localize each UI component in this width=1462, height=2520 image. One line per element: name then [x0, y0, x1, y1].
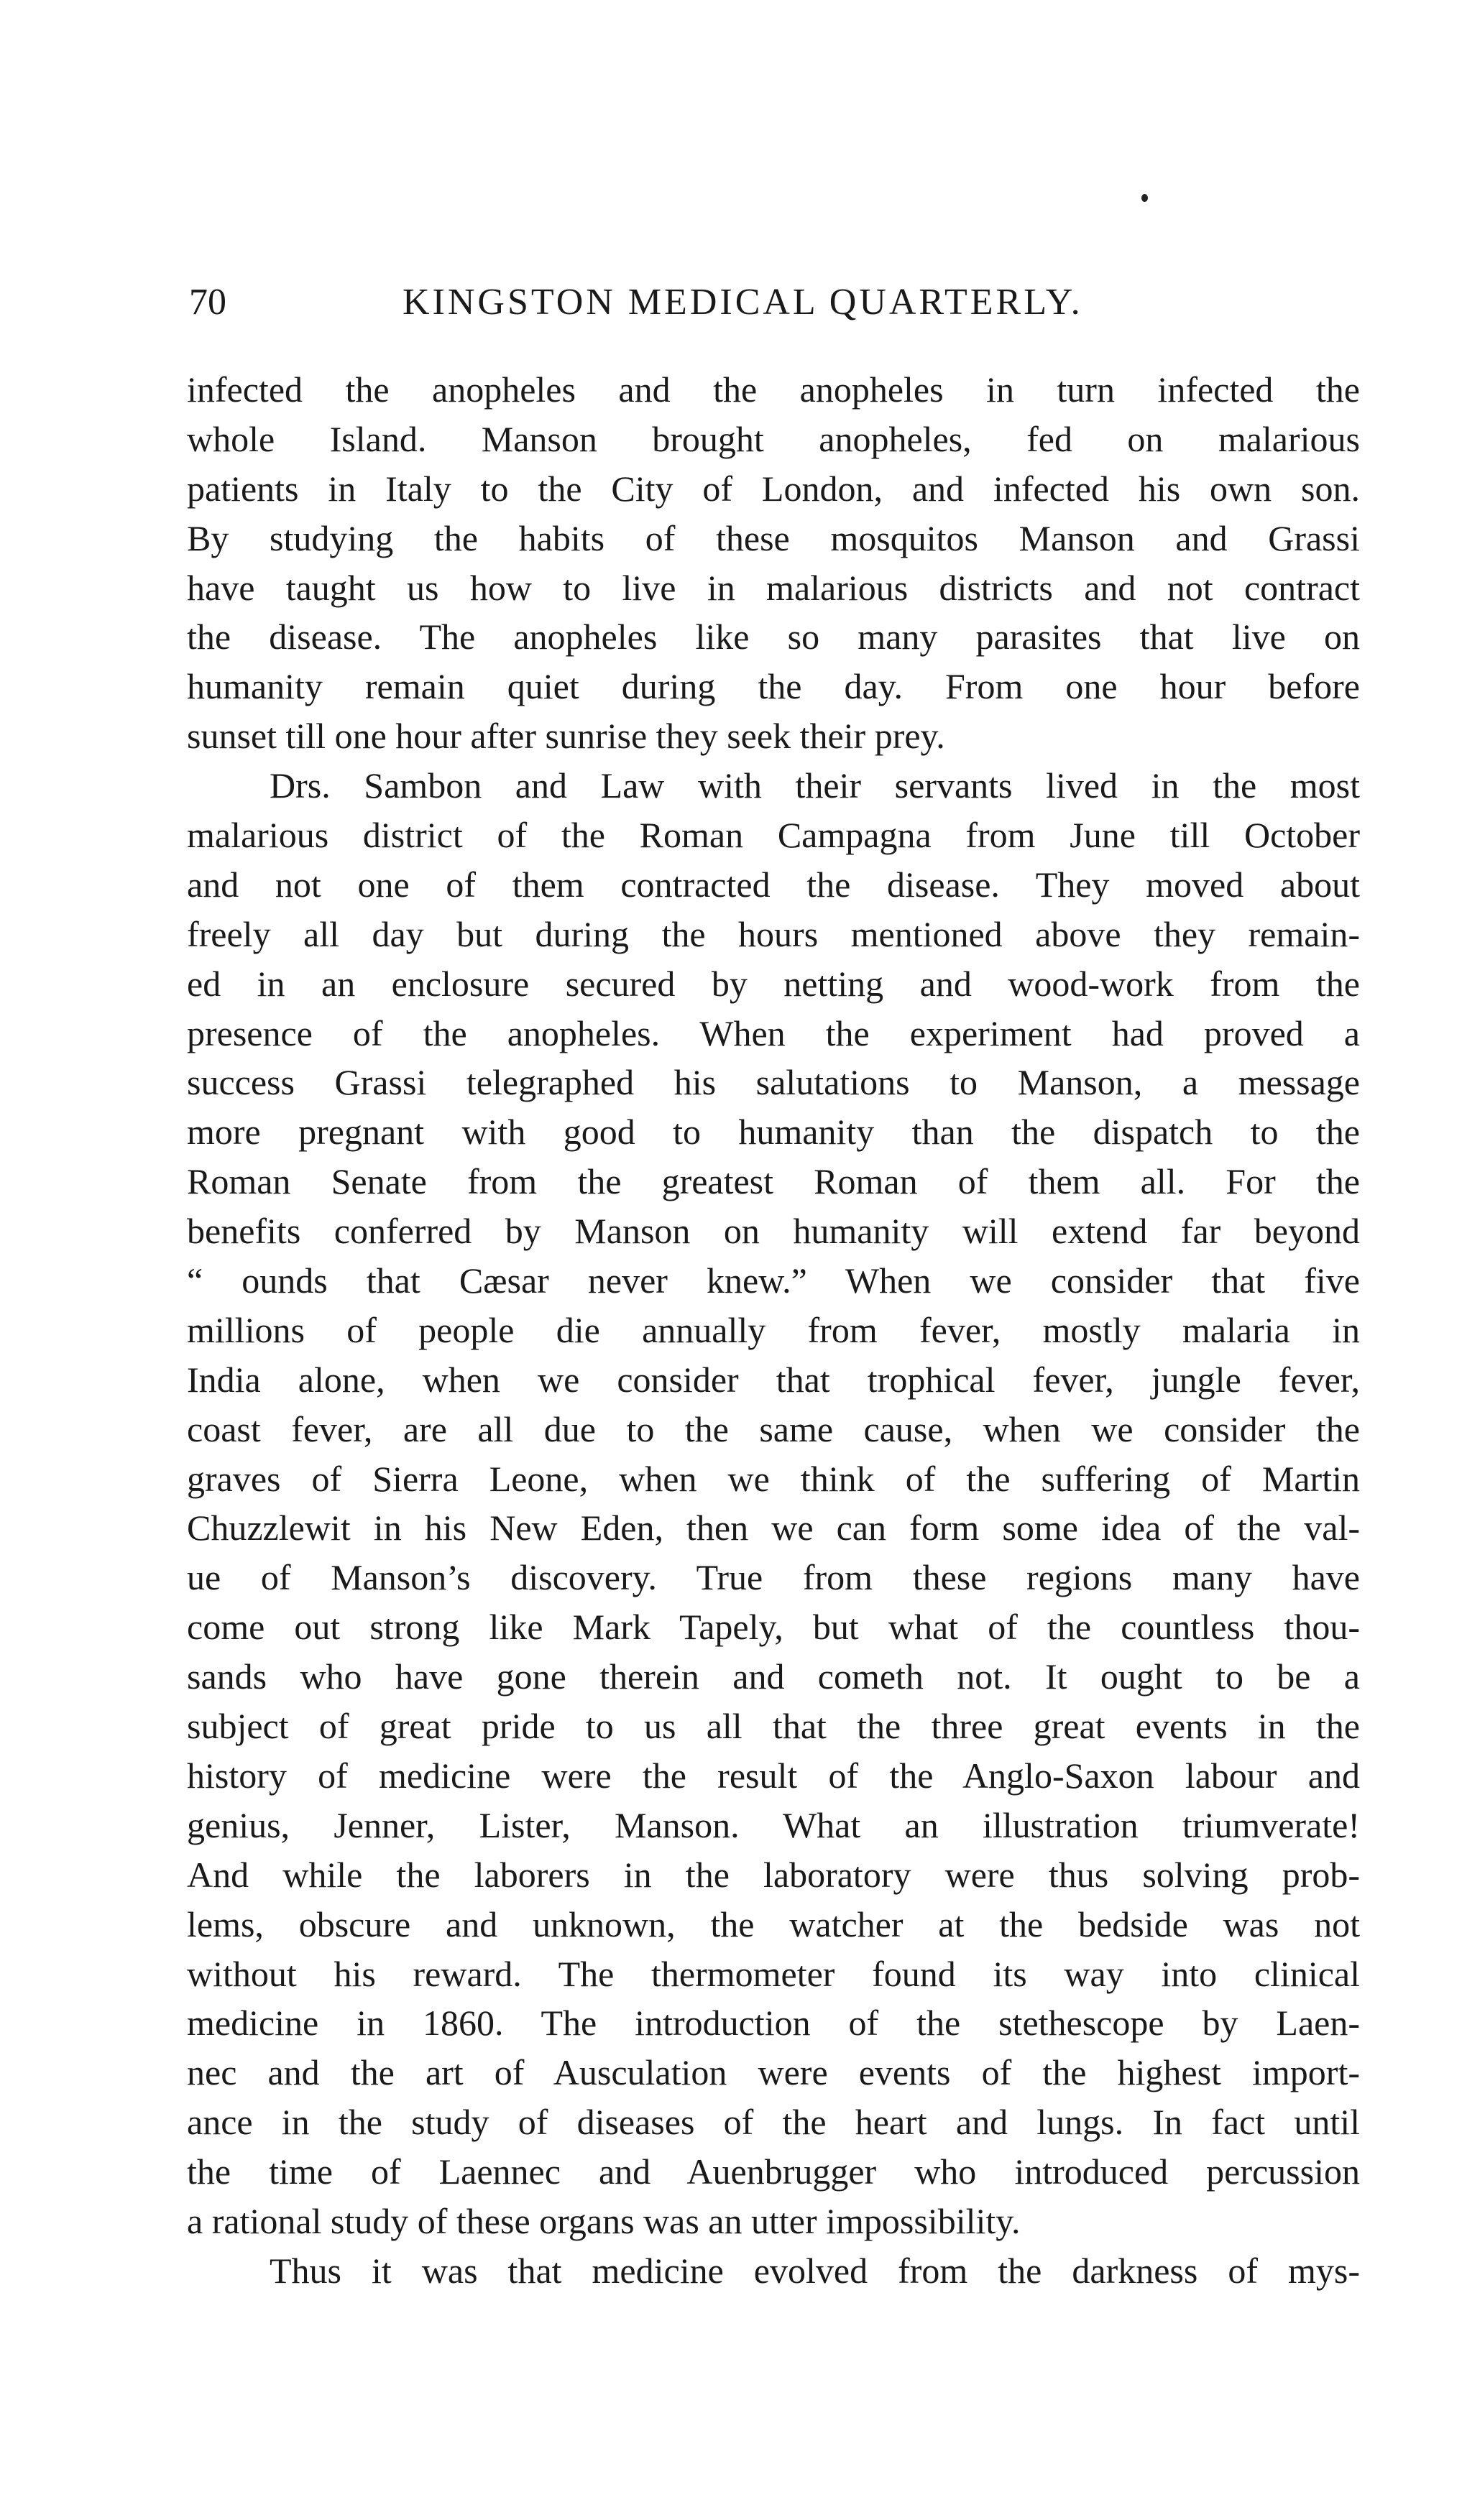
text-line: coast fever, are all due to the same cause, when we consider the — [187, 1408, 1360, 1449]
text-line: millions of people die annually from fever, mostly malaria in — [187, 1309, 1360, 1350]
text-line: have taught us how to live in malarious districts and not contract — [187, 567, 1360, 608]
page-number: 70 — [189, 282, 226, 323]
text-line: sands who have gone therein and cometh not. It ought to be a — [187, 1656, 1360, 1697]
text-line: history of medicine were the result of the Anglo-Saxon labour and — [187, 1755, 1360, 1796]
text-line: And while the laborers in the laboratory were thus solving prob- — [187, 1854, 1360, 1895]
text-line: more pregnant with good to humanity than the dispatch to the — [187, 1112, 1360, 1153]
text-line: a rational study of these organs was an utter impossibility. — [187, 2200, 1021, 2241]
text-line: sunset till one hour after sunrise they seek their prey. — [187, 716, 945, 757]
text-line: whole Island. Manson brought anopheles, fed on malarious — [187, 418, 1360, 459]
text-line: freely all day but during the hours mentioned above they remain- — [187, 913, 1360, 954]
text-line: medicine in 1860. The introduction of the stethescope by Laen- — [187, 2003, 1360, 2044]
text-line: patients in Italy to the City of London, and infected his own son. — [187, 468, 1360, 509]
text-line: India alone, when we consider that trophical fever, jungle fever, — [187, 1359, 1360, 1400]
text-line: Thus it was that medicine evolved from the darkness of mys- — [270, 2250, 1360, 2291]
text-line: the time of Laennec and Auenbrugger who introduced percussion — [187, 2151, 1360, 2192]
text-line: nec and the art of Ausculation were events of the highest import- — [187, 2052, 1360, 2093]
text-line: malarious district of the Roman Campagna from June till October — [187, 815, 1360, 856]
text-line: genius, Jenner, Lister, Manson. What an illustration triumverate! — [187, 1804, 1360, 1845]
text-line: ue of Manson’s discovery. True from these regions many have — [187, 1557, 1360, 1598]
text-line: By studying the habits of these mosquitos Manson and Grassi — [187, 517, 1360, 558]
journal-title: KINGSTON MEDICAL QUARTERLY. — [403, 282, 1083, 323]
text-line: Roman Senate from the greatest Roman of them all. For the — [187, 1161, 1360, 1202]
text-line: and not one of them contracted the disease. They moved about — [187, 864, 1360, 905]
text-line: lems, obscure and unknown, the watcher at the bedside was not — [187, 1903, 1360, 1944]
text-line: humanity remain quiet during the day. From one hour before — [187, 666, 1360, 707]
ink-speck — [1141, 194, 1148, 202]
body-text — [187, 365, 1360, 2296]
running-head — [183, 277, 1362, 334]
text-line: ed in an enclosure secured by netting and wood-work from the — [187, 963, 1360, 1004]
text-line: benefits conferred by Manson on humanity will extend far beyond — [187, 1211, 1360, 1252]
text-line: the disease. The anopheles like so many parasites that live on — [187, 617, 1360, 657]
text-line: infected the anopheles and the anopheles in turn infected the — [187, 369, 1360, 410]
paragraph-1 — [187, 365, 1360, 761]
text-line: without his reward. The thermometer found its way into clinical — [187, 1953, 1360, 1994]
text-line: come out strong like Mark Tapely, but what of the countless thou- — [187, 1607, 1360, 1648]
text-line: ance in the study of diseases of the heart and lungs. In fact until — [187, 2102, 1360, 2143]
text-line: subject of great pride to us all that the three great events in the — [187, 1706, 1360, 1747]
text-line: “ ounds that Cæsar never knew.” When we consider that five — [187, 1260, 1360, 1301]
text-line: Drs. Sambon and Law with their servants lived in the most — [270, 765, 1360, 806]
text-line: success Grassi telegraphed his salutations to Manson, a message — [187, 1062, 1360, 1103]
paragraph-3 — [187, 2246, 1360, 2296]
paragraph-2 — [187, 761, 1360, 2246]
text-line: Chuzzlewit in his New Eden, then we can form some idea of the val- — [187, 1508, 1360, 1549]
text-line: graves of Sierra Leone, when we think of the suffering of Martin — [187, 1458, 1360, 1499]
text-line: presence of the anopheles. When the experiment had proved a — [187, 1012, 1360, 1053]
